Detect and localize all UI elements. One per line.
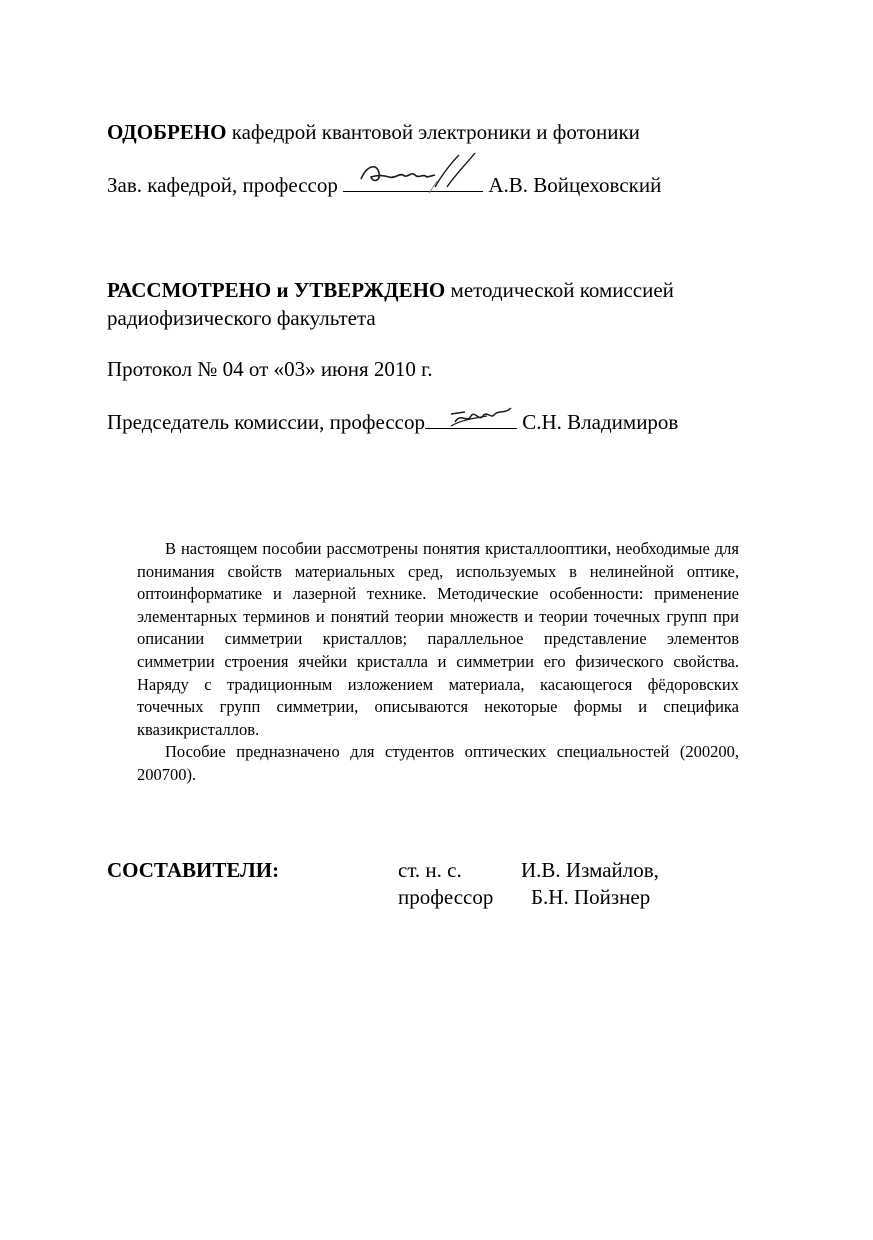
head-title: Зав. кафедрой, профессор — [107, 173, 338, 197]
review-statement-line2 — [107, 304, 376, 332]
author-2-title: профессор — [398, 885, 494, 909]
chairman-title: Председатель комиссии, профессор — [107, 410, 425, 434]
faculty-name: радиофизического факультета — [107, 306, 376, 330]
abstract-paragraph-2: Пособие предназначено для студентов оптических специальностей (200200, 200700). — [137, 742, 739, 784]
authors-label: СОСТАВИТЕЛИ: — [107, 858, 280, 882]
head-signature — [343, 173, 483, 192]
author-2-name: Б.Н. Пойзнер — [531, 885, 651, 909]
chairman-signature-icon — [425, 404, 517, 434]
review-label: РАССМОТРЕНО и УТВЕРЖДЕНО — [107, 278, 446, 302]
chairman-signature — [425, 410, 517, 429]
review-text: методической комиссией — [445, 278, 674, 302]
author-1-title: ст. н. с. — [398, 858, 462, 882]
review-statement-line1 — [107, 276, 674, 304]
approval-statement — [107, 118, 640, 146]
chairman-signature-line — [107, 408, 678, 436]
approval-text: кафедрой квантовой электроники и фотоники — [226, 120, 640, 144]
head-signature-line — [107, 171, 661, 199]
author-1-name: И.В. Измайлов, — [521, 858, 659, 882]
abstract-paragraph-1: В настоящем пособии рассмотрены понятия кристаллооптики, необходимые для понимания свойств материальных сред, используемых в нелинейной оптике, оптоинформатике и лазерной технике. Методические особенности: применение элементарных терминов и понятий теории множеств и теории точечных групп при описании симметрии кристаллов; параллельное представление элементов симметрии строения ячейки кристалла и симметрии его физического свойства. Наряду с традиционным изложением материала, касающегося фёдоровских точечных групп симметрии, описываются некоторые формы и специфика квазикристаллов. — [137, 539, 739, 739]
abstract — [137, 538, 739, 787]
protocol-line — [107, 355, 433, 383]
head-signature-icon — [343, 157, 483, 197]
head-name: А.В. Войцеховский — [488, 173, 662, 197]
approval-label: ОДОБРЕНО — [107, 120, 227, 144]
protocol-text: Протокол № 04 от «03» июня 2010 г. — [107, 357, 433, 381]
chairman-name: С.Н. Владимиров — [522, 410, 679, 434]
